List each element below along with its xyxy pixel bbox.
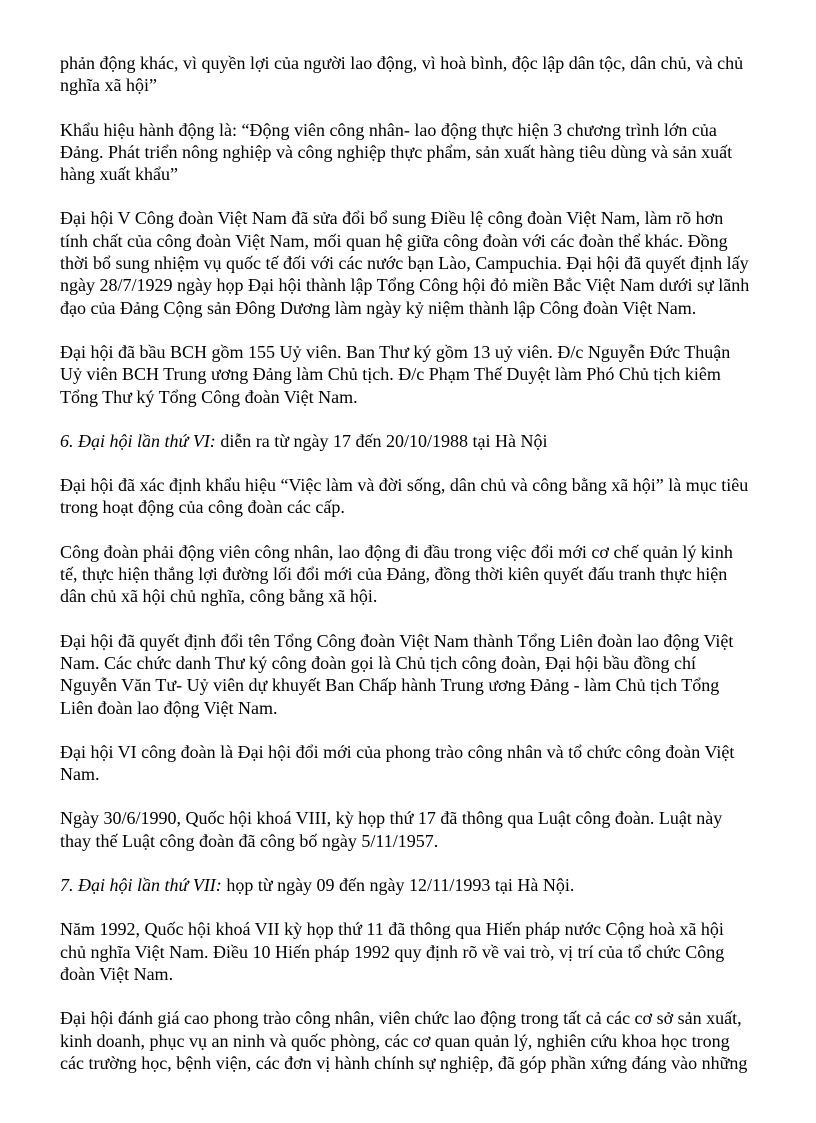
section-heading-text: diễn ra từ ngày 17 đến 20/10/1988 tại Hà Nội [215,430,548,451]
section-heading [60,874,780,896]
body-paragraph [60,741,780,786]
text-line: tính chất của công đoàn Việt Nam, mối quan hệ giữa công đoàn với các đoàn thể khác. Đồng [60,230,728,251]
text-line: Nam. [60,764,100,785]
text-line: Đại hội VI công đoàn là Đại hội đổi mới của phong trào công nhân và tổ chức công đoàn Việt [60,741,735,762]
text-line: Đại hội đã quyết định đổi tên Tổng Công đoàn Việt Nam thành Tổng Liên đoàn lao động Việt [60,630,734,651]
text-line: phản động khác, vì quyền lợi của người lao động, vì hoà bình, độc lập dân tộc, dân chủ, và chủ [60,53,744,73]
text-line: hàng xuất khẩu” [60,164,178,185]
text-line: dân chủ xã hội chủ nghĩa, công bằng xã hội. [60,586,378,607]
text-line: Đại hội đã xác định khẩu hiệu “Việc làm và đời sống, dân chủ và công bằng xã hội” là mục tiêu [60,475,749,496]
section-heading-label: 6. Đại hội lần thứ VI: [60,430,216,451]
body-paragraph [60,1007,780,1074]
body-paragraph [60,341,780,408]
text-line: ngày 28/7/1929 ngày họp Đại hội thành lập Tổng Công hội đỏ miền Bắc Việt Nam dưới sự lãnh [60,275,750,296]
body-paragraph [60,918,780,985]
body-paragraph [60,474,780,519]
text-line: thay thế Luật công đoàn đã công bố ngày 5/11/1957. [60,830,439,851]
text-line: đoàn Việt Nam. [60,963,174,984]
text-line: tế, thực hiện thắng lợi đường lối đổi mới của Đảng, đồng thời kiên quyết đấu tranh thực hiện [60,564,728,585]
body-paragraph [60,52,780,97]
section-heading [60,430,780,452]
text-line: nghĩa xã hội” [60,75,157,96]
section-heading-label: 7. Đại hội lần thứ VII: [60,875,222,896]
text-line: Đảng. Phát triển nông nghiệp và công nghiệp thực phẩm, sản xuất hàng tiêu dùng và sản xuất [60,141,733,162]
text-line: Đại hội đã bầu BCH gồm 155 Uỷ viên. Ban Thư ký gồm 13 uỷ viên. Đ/c Nguyễn Đức Thuận [60,341,731,362]
text-line: Nguyễn Văn Tư- Uỷ viên dự khuyết Ban Chấp hành Trung ương Đảng - làm Chủ tịch Tổng [60,675,720,696]
body-paragraph [60,119,780,186]
text-line: Khẩu hiệu hành động là: “Động viên công nhân- lao động thực hiện 3 chương trình lớn của [60,119,717,140]
text-line: các trường học, bệnh viện, các đơn vị hành chính sự nghiệp, đã góp phần xứng đáng vào những [60,1052,748,1073]
body-paragraph [60,807,780,852]
body-paragraph [60,541,780,608]
section-heading-text: họp từ ngày 09 đến ngày 12/11/1993 tại Hà Nội. [221,875,575,896]
text-line: Đại hội đánh giá cao phong trào công nhân, viên chức lao động trong tất cả các cơ sở sản xuất, [60,1008,742,1029]
body-paragraph [60,630,780,719]
document-body [60,52,780,1096]
text-line: kinh doanh, phục vụ an ninh và quốc phòng, các cơ quan quản lý, nghiên cứu khoa học trong [60,1030,730,1051]
text-line: Năm 1992, Quốc hội khoá VII kỳ họp thứ 11 đã thông qua Hiến pháp nước Cộng hoà xã hội [60,919,724,940]
text-line: Liên đoàn lao động Việt Nam. [60,697,278,718]
text-line: Đại hội V Công đoàn Việt Nam đã sửa đổi bổ sung Điều lệ công đoàn Việt Nam, làm rõ hơn [60,208,724,229]
text-line: Nam. Các chức danh Thư ký công đoàn gọi là Chủ tịch công đoàn, Đại hội bầu đồng chí [60,652,697,673]
body-paragraph [60,207,780,318]
text-line: Công đoàn phải động viên công nhân, lao động đi đầu trong việc đổi mới cơ chế quản lý kinh [60,541,733,562]
text-line: đạo của Đảng Cộng sản Đông Dương làm ngày kỷ niệm thành lập Công đoàn Việt Nam. [60,297,697,318]
text-line: chủ nghĩa Việt Nam. Điều 10 Hiến pháp 1992 quy định rõ về vai trò, vị trí của tổ chức Công [60,941,725,962]
text-line: Tổng Thư ký Tổng Công đoàn Việt Nam. [60,386,358,407]
text-line: Uỷ viên BCH Trung ương Đảng làm Chủ tịch. Đ/c Phạm Thế Duyệt làm Phó Chủ tịch kiêm [60,364,721,385]
text-line: trong hoạt động của công đoàn các cấp. [60,497,345,518]
text-line: Ngày 30/6/1990, Quốc hội khoá VIII, kỳ họp thứ 17 đã thông qua Luật công đoàn. Luật này [60,808,723,829]
text-line: thời bổ sung nhiệm vụ quốc tế đối với các nước bạn Lào, Campuchia. Đại hội đã quyết định lấy [60,253,749,274]
